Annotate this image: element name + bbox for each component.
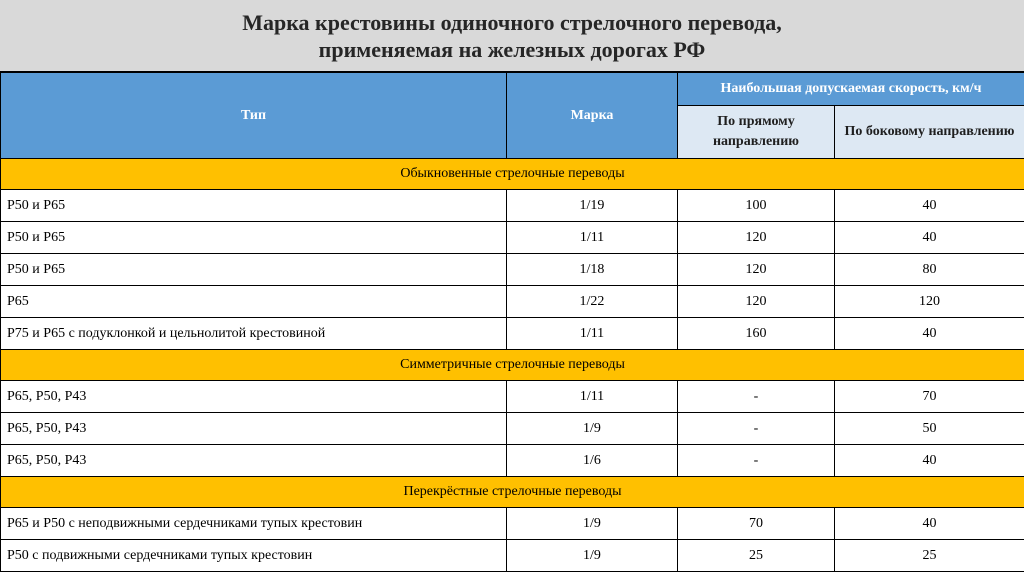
cell-side-speed: 120: [835, 286, 1024, 318]
cell-side-speed: 40: [835, 508, 1024, 540]
cell-mark: 1/18: [507, 254, 678, 286]
header-mark: Марка: [507, 73, 678, 159]
table-row: [1, 318, 1024, 350]
section-row: [1, 350, 1024, 381]
cell-straight-speed: -: [678, 381, 835, 413]
cell-type: Р75 и Р65 с подуклонкой и цельнолитой крестовиной: [1, 318, 507, 350]
title-bar: [0, 0, 1024, 72]
cell-mark: 1/22: [507, 286, 678, 318]
section-title: Перекрёстные стрелочные переводы: [1, 477, 1024, 508]
cell-mark: 1/6: [507, 445, 678, 477]
table-row: [1, 381, 1024, 413]
slide-title-line-1: Марка крестовины одиночного стрелочного перевода,: [242, 9, 782, 35]
table-row: [1, 540, 1024, 572]
section-title: Симметричные стрелочные переводы: [1, 350, 1024, 381]
cell-type: Р50 и Р65: [1, 222, 507, 254]
cell-type: Р65, Р50, Р43: [1, 413, 507, 445]
cell-mark: 1/19: [507, 190, 678, 222]
cell-straight-speed: -: [678, 413, 835, 445]
cell-straight-speed: 70: [678, 508, 835, 540]
header-type: Тип: [1, 73, 507, 159]
cell-straight-speed: 120: [678, 254, 835, 286]
header-speed: Наибольшая допускаемая скорость, км/ч: [678, 73, 1024, 106]
section-title: Обыкновенные стрелочные переводы: [1, 159, 1024, 190]
cell-side-speed: 50: [835, 413, 1024, 445]
cell-straight-speed: 120: [678, 286, 835, 318]
cell-straight-speed: 25: [678, 540, 835, 572]
cell-type: Р65, Р50, Р43: [1, 381, 507, 413]
cell-mark: 1/11: [507, 381, 678, 413]
cell-straight-speed: 160: [678, 318, 835, 350]
cell-side-speed: 25: [835, 540, 1024, 572]
table-row: [1, 445, 1024, 477]
cell-mark: 1/11: [507, 318, 678, 350]
cell-straight-speed: 100: [678, 190, 835, 222]
table-body: [1, 159, 1024, 572]
section-row: [1, 477, 1024, 508]
table-row: [1, 190, 1024, 222]
header-straight: По прямому направлению: [678, 106, 835, 159]
cell-straight-speed: -: [678, 445, 835, 477]
cell-mark: 1/9: [507, 508, 678, 540]
cell-type: Р65: [1, 286, 507, 318]
table-row: [1, 286, 1024, 318]
cell-side-speed: 40: [835, 190, 1024, 222]
cell-mark: 1/9: [507, 540, 678, 572]
section-row: [1, 159, 1024, 190]
cell-side-speed: 80: [835, 254, 1024, 286]
cell-type: Р50 с подвижными сердечниками тупых крестовин: [1, 540, 507, 572]
slide-title-line-2: применяемая на железных дорогах РФ: [318, 36, 706, 62]
header-side: По боковому направлению: [835, 106, 1024, 159]
cell-mark: 1/9: [507, 413, 678, 445]
table-row: [1, 508, 1024, 540]
cell-type: Р50 и Р65: [1, 190, 507, 222]
table-row: [1, 413, 1024, 445]
table-row: [1, 222, 1024, 254]
cell-side-speed: 40: [835, 445, 1024, 477]
cell-type: Р50 и Р65: [1, 254, 507, 286]
cell-side-speed: 40: [835, 222, 1024, 254]
turnout-table: [0, 72, 1024, 572]
table-header-row: [1, 73, 1024, 106]
cell-type: Р65 и Р50 с неподвижными сердечниками тупых крестовин: [1, 508, 507, 540]
cell-type: Р65, Р50, Р43: [1, 445, 507, 477]
cell-mark: 1/11: [507, 222, 678, 254]
cell-straight-speed: 120: [678, 222, 835, 254]
cell-side-speed: 70: [835, 381, 1024, 413]
table-row: [1, 254, 1024, 286]
cell-side-speed: 40: [835, 318, 1024, 350]
